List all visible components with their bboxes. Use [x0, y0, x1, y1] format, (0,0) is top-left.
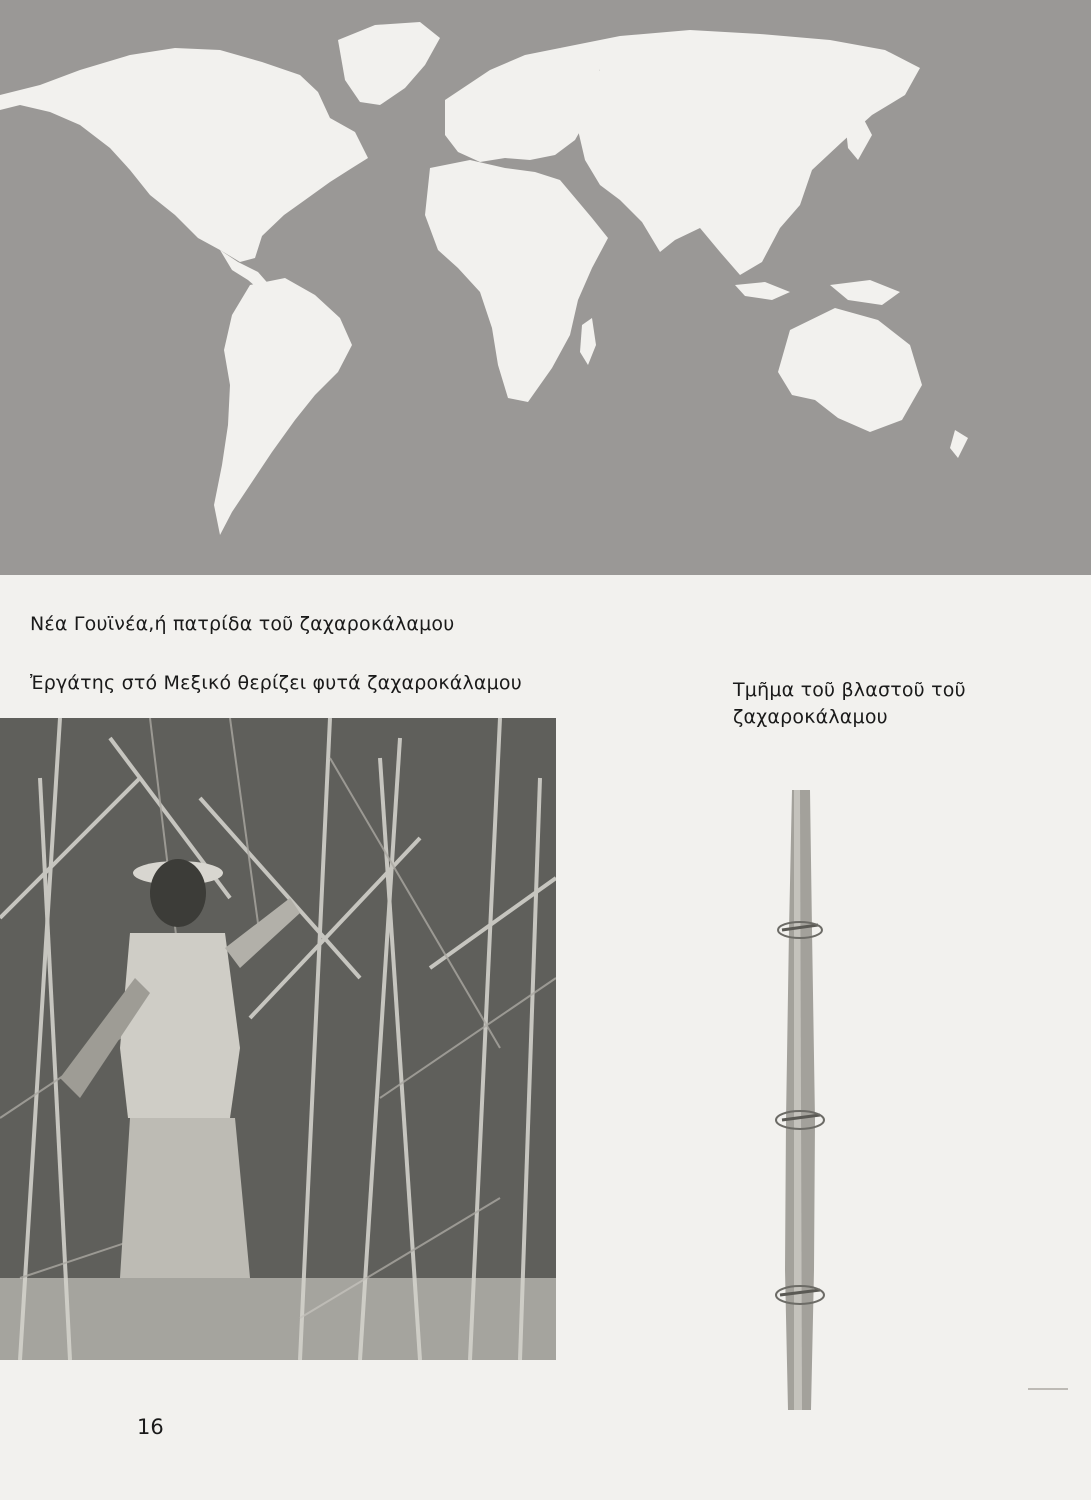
map-caption: Νέα Γουϊνέα,ή πατρίδα τοῦ ζαχαροκάλαμου — [30, 613, 455, 635]
madagascar-landmass — [580, 318, 596, 365]
japan-landmass — [845, 112, 872, 160]
sugarcane-field-image — [0, 718, 556, 1360]
world-map — [0, 0, 1091, 575]
new-guinea-landmass — [830, 280, 900, 305]
stem-photo-caption — [733, 677, 1033, 731]
europe-landmass — [445, 48, 605, 162]
south-america-landmass — [214, 278, 352, 535]
indonesia-landmass — [735, 282, 790, 300]
australia-landmass — [778, 308, 922, 432]
sugarcane-stem-photo — [770, 790, 830, 1410]
africa-landmass — [425, 160, 608, 402]
page-number: 16 — [137, 1415, 164, 1439]
new-zealand-landmass — [950, 430, 968, 458]
stem-caption-line-1: Τμῆμα τοῦ βλαστοῦ τοῦ — [733, 679, 966, 701]
worker-photo-caption: Ἐργάτης στό Μεξικό θερίζει φυτά ζαχαροκάλαμου — [30, 672, 522, 694]
margin-mark — [1028, 1388, 1068, 1390]
greenland-landmass — [338, 22, 440, 105]
stem-caption-line-2: ζαχαροκάλαμου — [733, 706, 888, 728]
world-map-land — [0, 0, 1091, 575]
asia-landmass — [560, 30, 920, 275]
north-america-landmass — [0, 48, 368, 262]
sugarcane-stem-image — [770, 790, 830, 1410]
sugarcane-worker-photo — [0, 718, 556, 1360]
